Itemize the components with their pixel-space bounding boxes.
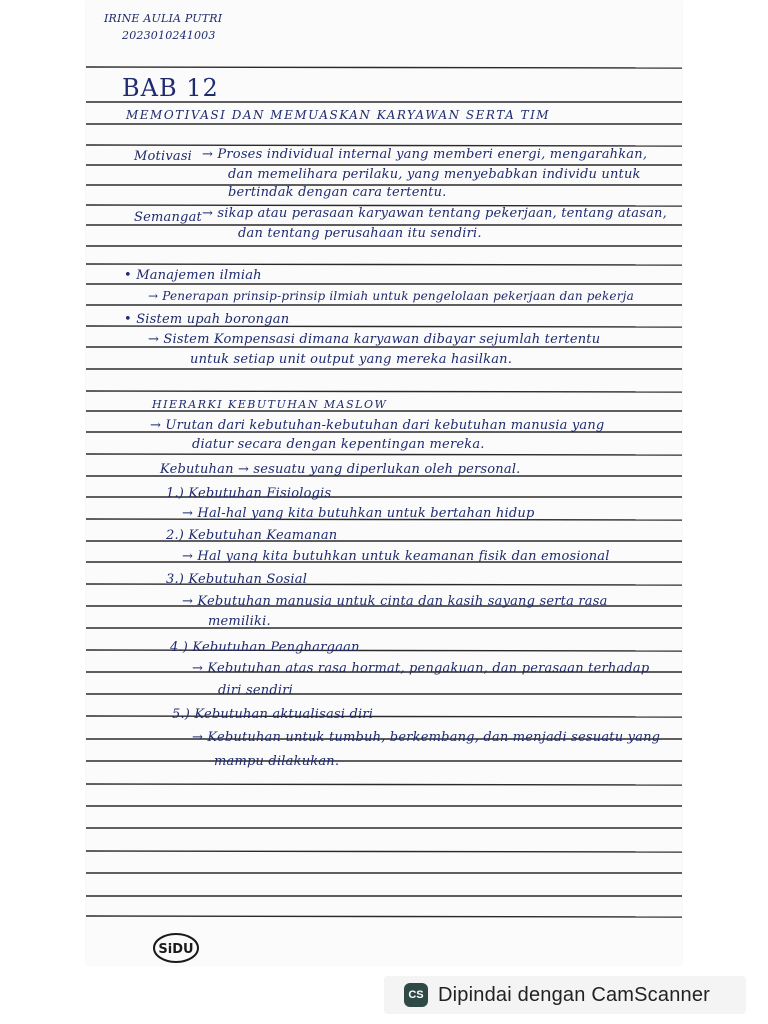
maslow-intro: → Urutan dari kebutuhan-kebutuhan dari kebutuhan manusia yang: [150, 418, 605, 433]
term-motivasi: Motivasi: [134, 149, 193, 164]
maslow-intro: diatur secara dengan kepentingan mereka.: [192, 437, 485, 452]
maslow-item-title: 1.) Kebutuhan Fisiologis: [166, 486, 332, 501]
rule-line: [86, 67, 682, 68]
bullet-title: • Sistem upah borongan: [124, 312, 290, 327]
bullet-line: → Sistem Kompensasi dimana karyawan dibayar sejumlah tertentu: [148, 332, 601, 347]
bullet-title: • Manajemen ilmiah: [124, 268, 262, 283]
maslow-item-line: → Hal-hal yang kita butuhkan untuk bertahan hidup: [182, 506, 535, 521]
maslow-item-title: 5.) Kebutuhan aktualisasi diri: [172, 707, 374, 722]
def-line: → Proses individual internal yang memberi energi, mengarahkan,: [202, 147, 648, 162]
maslow-item-title: 3.) Kebutuhan Sosial: [166, 572, 308, 587]
rule-line: [86, 916, 682, 917]
camscanner-text: Dipindai dengan CamScanner: [438, 983, 711, 1006]
maslow-item-line: memiliki.: [208, 614, 271, 629]
student-name: IRINE AULIA PUTRI: [104, 12, 223, 25]
maslow-item-title: 4.) Kebutuhan Penghargaan: [170, 640, 360, 655]
maslow-item-line: mampu dilakukan.: [214, 754, 340, 769]
rule-line: [86, 784, 682, 785]
term-semangat: Semangat: [134, 210, 202, 225]
maslow-item-line: → Kebutuhan atas rasa hormat, pengakuan, dan perasaan terhadap: [192, 661, 650, 676]
rule-line: [86, 454, 682, 455]
maslow-item-line: → Hal yang kita butuhkan untuk keamanan fisik dan emosional: [182, 549, 610, 564]
maslow-item-line: → Kebutuhan untuk tumbuh, berkembang, dan menjadi sesuatu yang: [192, 730, 661, 745]
def-line: dan memelihara perilaku, yang menyebabkan individu untuk: [228, 167, 641, 182]
sidu-logo: [152, 932, 200, 964]
rule-line: [86, 145, 682, 146]
maslow-heading: HIERARKI KEBUTUHAN MASLOW: [152, 398, 388, 411]
def-line: → sikap atau perasaan karyawan tentang pekerjaan, tentang atasan,: [202, 206, 667, 221]
camscanner-icon: CS: [404, 983, 428, 1007]
notebook-page: [86, 0, 682, 965]
camscanner-footer: [384, 976, 746, 1014]
maslow-definition: Kebutuhan → sesuatu yang diperlukan oleh personal.: [160, 462, 521, 477]
chapter-subtitle: MEMOTIVASI DAN MEMUASKAN KARYAWAN SERTA TIM: [126, 108, 551, 122]
ruled-lines: [86, 0, 682, 965]
rule-line: [86, 391, 682, 392]
maslow-item-line: → Kebutuhan manusia untuk cinta dan kasih sayang serta rasa: [182, 594, 608, 609]
sidu-logo-text: SiDU: [158, 942, 194, 957]
chapter-title: BAB 12: [122, 74, 219, 102]
def-line: bertindak dengan cara tertentu.: [228, 185, 447, 200]
rule-line: [86, 851, 682, 852]
maslow-item-title: 2.) Kebutuhan Keamanan: [166, 528, 338, 543]
maslow-item-line: diri sendiri: [218, 683, 293, 698]
def-line: dan tentang perusahaan itu sendiri.: [238, 226, 482, 241]
student-id: 2023010241003: [122, 29, 216, 42]
rule-line: [86, 264, 682, 265]
bullet-line: → Penerapan prinsip-prinsip ilmiah untuk pengelolaan pekerjaan dan pekerja: [148, 289, 634, 303]
bullet-line: untuk setiap unit output yang mereka hasilkan.: [190, 352, 513, 367]
